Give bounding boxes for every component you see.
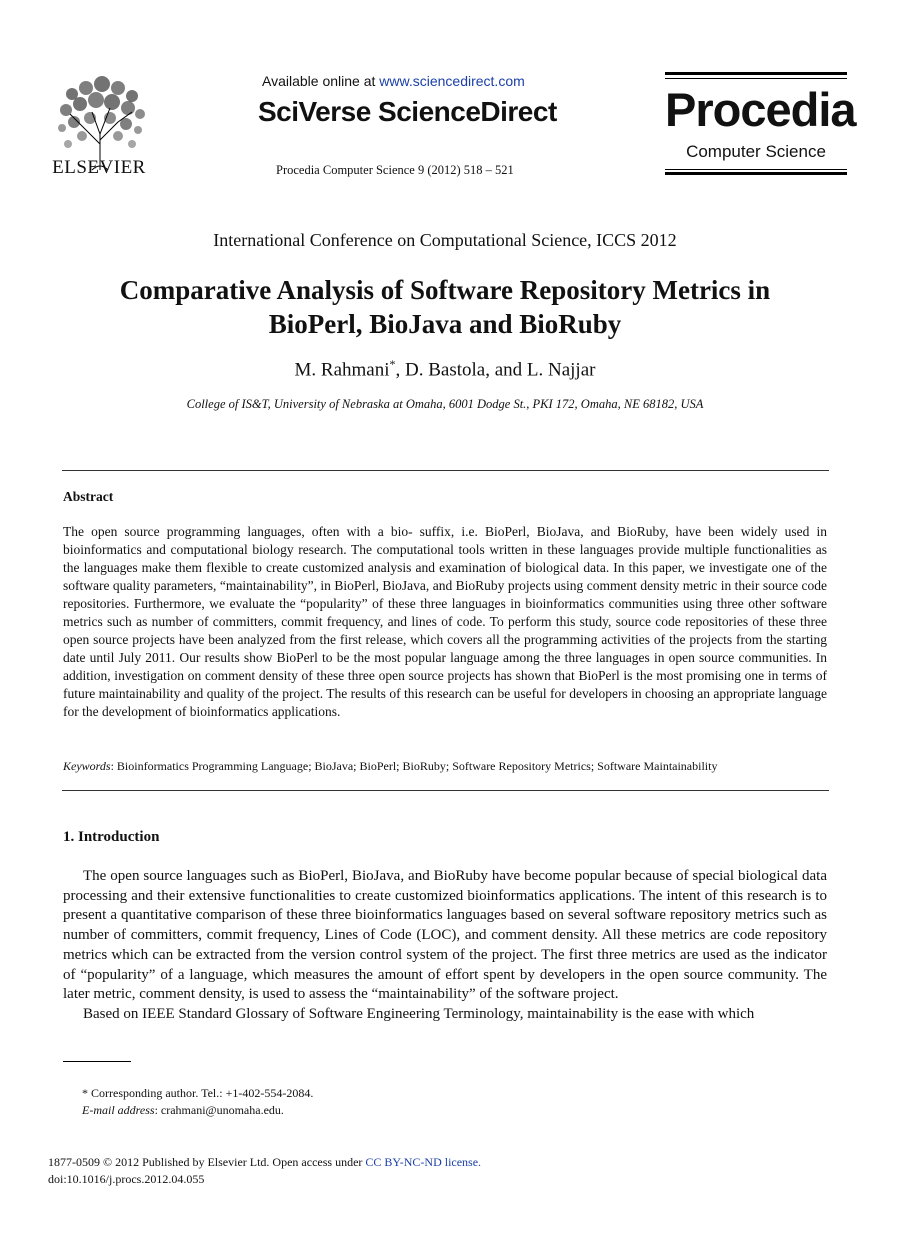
intro-paragraph-1: The open source languages such as BioPerl, BioJava, and BioRuby have become popular because of special biological data processing and their extensive functionalities to create customized bioinformatics applications. The intent of this research is to present a quantitative comparison of these three bioinformatics languages based on several software repository metrics such as number of committers, commit frequency, Lines of Code (LOC), and comment density. All these metrics are code repository metrics which can be extracted from the version control system of the project. The first three metrics are used as the indicator of “popularity” of a language, which measures the amount of effort spent by developers in the open source community. The later metric, comment density, is used to assess the “maintainability” of the software project.: [63, 868, 827, 1003]
doi: doi:10.1016/j.procs.2012.04.055: [48, 1172, 205, 1186]
procedia-logo: [665, 72, 856, 176]
corresponding-mark: *: [389, 357, 396, 371]
author-list: [0, 357, 890, 381]
logo-bar-top-thin: [665, 78, 847, 79]
sciverse-logo: SciVerse ScienceDirect: [258, 96, 557, 127]
abstract-text: The open source programming languages, often with a bio- suffix, i.e. BioPerl, BioJava, and BioRuby, have been widely used in bioinformatics and computational biology research. The computational tools written in these languages provide multiple functionalities as the languages make them flexible to create customized analysis and examination of biological data. In this paper, we investigate one of the software quality parameters, “maintainability”, in BioPerl, BioJava, and BioRuby projects using comment density metric in their source code repositories. Furthermore, we evaluate the “popularity” of these three languages in bioinformatics communities using three other software metrics such as number of committers, commit frequency, and lines of code. To perform this study, source code repositories of these three open source projects have been analyzed from the first release, which covers all the programming activities of the projects from the starting date until July 2011. Our results show BioPerl to be the most popular language among the three languages in open source communities. In addition, investigation on comment density of these three open source projects has shown that BioPerl is the most promising one in terms of future maintainability and quality of the project. The results of this research can be useful for developers in choosing an appropriate language for the development of bioinformatics applications.: [63, 524, 827, 719]
title-line-1: Comparative Analysis of Software Repository Metrics in: [119, 275, 771, 305]
title-line-2: BioPerl, BioJava and BioRuby: [268, 309, 622, 339]
copyright-text: 1877-0509 © 2012 Published by Elsevier Ltd. Open access under: [48, 1155, 366, 1169]
logo-bar-top: [665, 72, 847, 75]
email-label: E-mail address: [82, 1103, 155, 1117]
footnote-rule: [63, 1061, 131, 1062]
divider-bottom: [62, 790, 829, 791]
available-prefix: Available online at: [262, 73, 380, 89]
keywords-label: Keywords: [63, 759, 111, 773]
procedia-subtitle: Computer Science: [686, 142, 826, 161]
other-authors: , D. Bastola, and L. Najjar: [395, 359, 596, 381]
affiliation: College of IS&T, University of Nebraska at Omaha, 6001 Dodge St., PKI 172, Omaha, NE 68182, USA: [186, 397, 704, 411]
divider-top: [62, 470, 829, 471]
elsevier-wordmark: ELSEVIER: [52, 157, 146, 178]
author-1: M. Rahmani: [294, 359, 390, 381]
footnote-email: [82, 1103, 284, 1118]
introduction-body: [63, 867, 827, 1025]
email-address: : crahmani@unomaha.edu.: [154, 1103, 284, 1117]
section-heading-introduction: 1. Introduction: [63, 829, 160, 845]
paper-title: [80, 273, 810, 341]
sciencedirect-link[interactable]: www.sciencedirect.com: [379, 73, 525, 89]
journal-reference: Procedia Computer Science 9 (2012) 518 – 521: [276, 163, 514, 177]
copyright-line: [48, 1155, 481, 1170]
license-link[interactable]: CC BY-NC-ND license.: [365, 1155, 482, 1169]
available-online-line: [262, 73, 525, 89]
footnote-corresponding-author: * Corresponding author. Tel.: +1-402-554-2084.: [82, 1086, 314, 1100]
logo-bar-bottom-thin: [665, 169, 847, 170]
procedia-title: Procedia: [665, 83, 856, 136]
keywords-list: : Bioinformatics Programming Language; BioJava; BioPerl; BioRuby; Software Repository Metrics; Software Maintainability: [110, 759, 718, 773]
keywords-line: [63, 759, 827, 774]
logo-bar-bottom: [665, 172, 847, 175]
abstract-heading: Abstract: [63, 489, 114, 504]
intro-paragraph-2: Based on IEEE Standard Glossary of Software Engineering Terminology, maintainability is the ease with which: [83, 1005, 755, 1022]
conference-name: International Conference on Computational Science, ICCS 2012: [213, 230, 677, 250]
